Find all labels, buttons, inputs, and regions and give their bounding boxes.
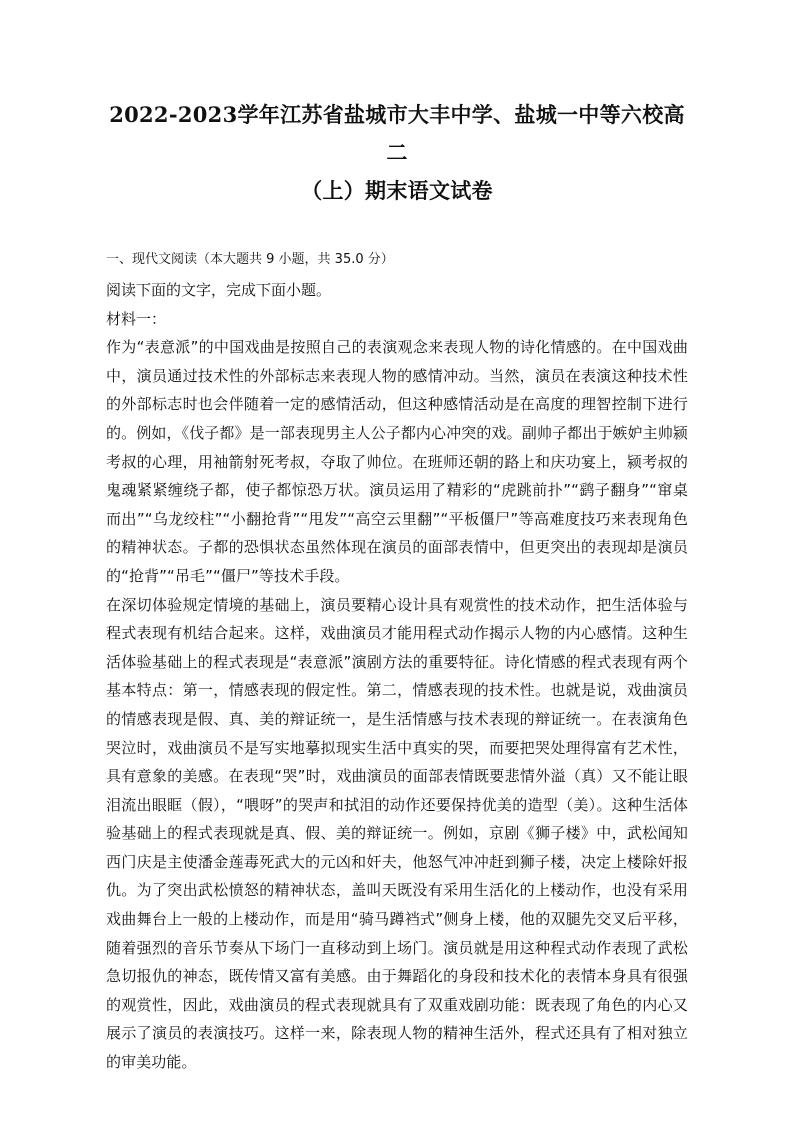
- material-label: 材料一：: [106, 309, 167, 328]
- document-title: [106, 96, 688, 210]
- title-line-1: 2022-2023学年江苏省盐城市大丰中学、盐城一中等六校高二: [109, 102, 685, 165]
- reading-instruction: 阅读下面的文字，完成下面小题。: [106, 281, 332, 299]
- paragraph-1: 作为“表意派”的中国戏曲是按照自己的表演观念来表现人物的诗化情感的。在中国戏曲中，演员通过技术性的外部标志来表现人物的感情冲动。当然，演员在表演这种技术性的外部标志时也会伴随着一定的感情活动，但这种感情活动是在高度的理智控制下进行的。例如，《伐子都》是一部表现男主人公子都内心冲突的戏。副帅子都出于嫉妒主帅颍考叔的心理，用袖箭射死考叔，夺取了帅位。在班师还朝的路上和庆功宴上，颍考叔的鬼魂紧紧缠绕子都，使子都惊恐万状。演员运用了精彩的“虎跳前扑”“鹞子翻身”“窜桌而出”“乌龙绞柱”“小翻抢背”“甩发”“高空云里翻”“平板僵尸”等高难度技巧来表现角色的精神状态。子都的恐惧状态虽然体现在演员的面部表情中，但更突出的表现却是演员的“抢背”“吊毛”“僵尸”等技术手段。: [106, 338, 688, 585]
- section-heading: 一、现代文阅读（本大题共 9 小题，共 35.0 分）: [106, 252, 394, 267]
- title-line-2: （上）期末语文试卷: [301, 178, 493, 203]
- paragraph-2: 在深切体验规定情境的基础上，演员要精心设计具有观赏性的技术动作，把生活体验与程式表现有机结合起来。这样，戏曲演员才能用程式动作揭示人物的内心感情。这种生活体验基础上的程式表现是“表意派”演剧方法的重要特征。诗化情感的程式表现有两个基本特点：第一，情感表现的假定性。第二，情感表现的技术性。也就是说，戏曲演员的情感表现是假、真、美的辩证统一，是生活情感与技术表现的辩证统一。在表演角色哭泣时，戏曲演员不是写实地摹拟现实生活中真实的哭，而要把哭处理得富有艺术性，具有意象的美感。在表现“哭”时，戏曲演员的面部表情既要悲情外溢（真）又不能让眼泪流出眼眶（假），“喂呀”的哭声和拭泪的动作还要保持优美的造型（美）。这种生活体验基础上的程式表现就是真、假、美的辩证统一。例如，京剧《狮子楼》中，武松闻知西门庆是主使潘金莲毒死武大的元凶和奸夫，他怒气冲冲赶到狮子楼，决定上楼除奸报仇。为了突出武松愤怒的精神状态，盖叫天既没有采用生活化的上楼动作，也没有采用戏曲舞台上一般的上楼动作，而是用“骑马蹲裆式”侧身上楼，他的双腿先交叉后平移，随着强烈的音乐节奏从下场门一直移动到上场门。演员就是用这种程式动作表现了武松急切报仇的神态，既传情又富有美感。由于舞蹈化的身段和技术化的表情本身具有很强的观赏性，因此，戏曲演员的程式表现就具有了双重戏剧功能：既表现了角色的内心又展示了演员的表演技巧。这样一来，除表现人物的精神生活外，程式还具有了相对独立的审美功能。: [106, 595, 688, 1072]
